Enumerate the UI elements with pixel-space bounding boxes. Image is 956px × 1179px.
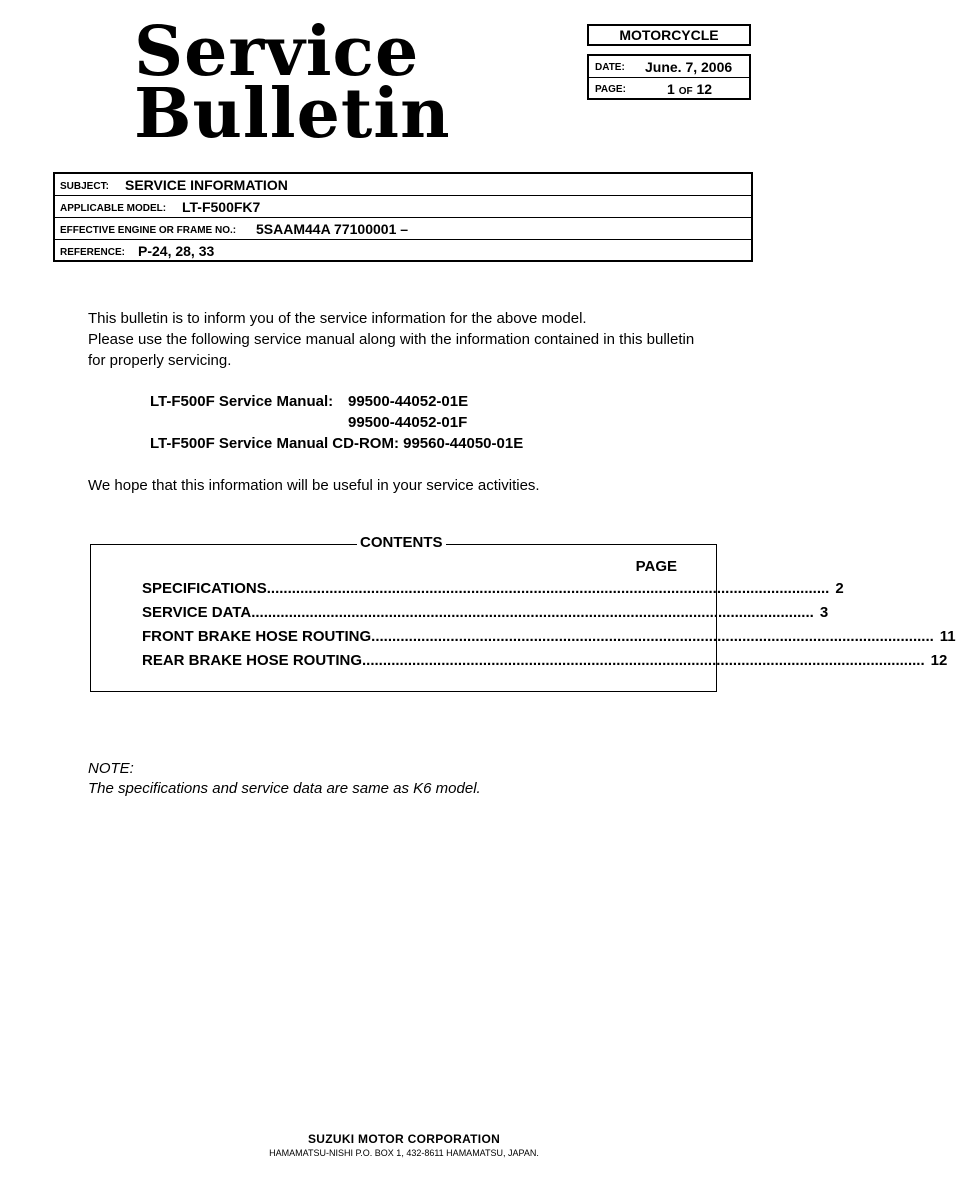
date-value: June. 7, 2006 [645,59,733,75]
toc-item-title: REAR BRAKE HOSE ROUTING [142,652,363,669]
toc-item [142,628,956,648]
note-text: The specifications and service data are same as K6 model. [88,780,481,797]
page-row [589,78,749,99]
toc-item-title: FRONT BRAKE HOSE ROUTING [142,628,372,645]
model-row [55,196,751,218]
model-value: LT-F500FK7 [182,199,261,215]
title-service: Service [134,12,420,92]
reference-row [55,240,751,261]
toc-item [142,580,844,600]
reference-label: REFERENCE: [60,247,126,258]
toc-leader: ....................................................................................................................................... [371,628,934,645]
title-bulletin: Bulletin [134,74,451,154]
date-label: DATE: [595,62,625,73]
footer-company: SUZUKI MOTOR CORPORATION [307,1132,501,1146]
date-page-box [587,54,751,100]
toc-item-page: 11 [939,628,956,645]
subject-row [55,174,751,196]
contents-title: CONTENTS [357,534,446,552]
subject-label: SUBJECT: [60,181,109,192]
contents-page-header: PAGE [635,558,677,575]
model-label: APPLICABLE MODEL: [60,203,167,214]
manual-1-number-2: 99500-44052-01F [348,414,468,431]
toc-leader: ....................................................................................................................................... [266,580,830,597]
reference-value: P-24, 28, 33 [138,243,215,259]
toc-item-page: 12 [930,652,948,669]
category-box: MOTORCYCLE [587,24,751,46]
toc-item [142,604,829,624]
subject-value: SERVICE INFORMATION [125,177,288,193]
footer-address: HAMAMATSU-NISHI P.O. BOX 1, 432-8611 HAMAMATSU, JAPAN. [269,1148,539,1158]
frame-label: EFFECTIVE ENGINE OR FRAME NO.: [60,225,237,236]
toc-item [142,652,948,672]
page-current: 1 [667,81,675,97]
frame-value: 5SAAM44A 77100001 – [256,221,409,237]
page-total: 12 [696,81,713,97]
date-row [589,56,749,78]
toc-item-title: SERVICE DATA [142,604,252,621]
toc-leader: ....................................................................................................................................... [251,604,814,621]
page-value [667,81,712,97]
page-label: PAGE: [595,84,626,95]
manual-2-cdrom: LT-F500F Service Manual CD-ROM: 99560-44050-01E [150,435,524,452]
toc-leader: ....................................................................................................................................... [362,652,925,669]
toc-item-page: 3 [819,604,829,621]
intro-line-3: for properly servicing. [88,352,232,369]
intro-line-1: This bulletin is to inform you of the service information for the above model. [88,310,587,327]
toc-item-page: 2 [835,580,844,597]
note-label: NOTE: [88,760,134,777]
closing-line: We hope that this information will be useful in your service activities. [88,477,540,494]
manual-1-label: LT-F500F Service Manual: [150,393,334,410]
frame-row [55,218,751,240]
toc-item-title: SPECIFICATIONS [142,580,267,597]
contents-box [90,534,956,692]
manual-1-number-1: 99500-44052-01E [348,393,469,410]
page-of: OF [678,86,693,97]
intro-line-2: Please use the following service manual along with the information contained in this bulletin [88,331,695,348]
subject-table [53,172,753,262]
